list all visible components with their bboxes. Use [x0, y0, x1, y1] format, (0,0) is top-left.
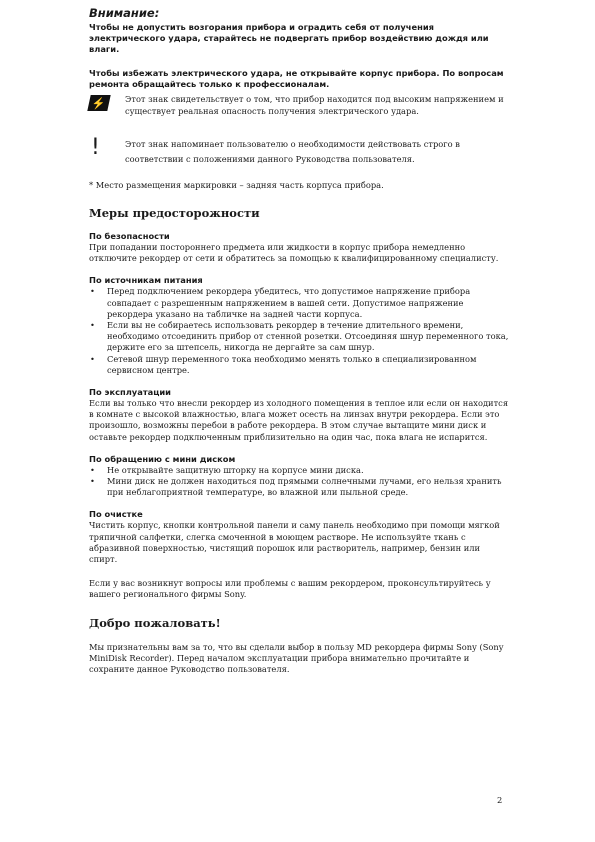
power-section: [89, 275, 509, 376]
warning-moisture-text: Чтобы не допустить возгорания прибора и оградить себя от получения электрического удара, старайтесь не подвергать прибор воздействию дождя или влаги.: [89, 22, 489, 54]
list-item: • Перед подключением рекордера убедитесь, что допустимое напряжение прибора совпадает с разрешенным напряжением в вашей сети. Допустимое напряжение рекордера указано на табличке на задней части корпуса.: [90, 286, 471, 319]
list-item: • Если вы не собираетесь использовать рекордер в течение длительного времени, необходимо отсоединить прибор от стенной розетки. Отсоединяя шнур переменного тока, держите его за штепсель, никогда не дергайте за сам шнур.: [90, 320, 509, 353]
cleaning-text: Чистить корпус, кнопки контрольной панели и саму панель необходимо при помощи мягкой тряпичной салфетки, слегка смоченной в моющем растворе. Не используйте ткань с абразивной поверхностью, чистящий порошок или растворитель, например, бензин или спирт.: [89, 520, 500, 565]
warning-open-case-text: Чтобы избежать электрического удара, не открывайте корпус прибора. По вопросам ремонта обращайтесь только к профессионалам.: [89, 68, 504, 89]
high-voltage-sign: [89, 94, 509, 128]
list-item: • Мини диск не должен находиться под прямыми солнечными лучами, его нельзя хранить при неблагоприятной температуре, во влажной или пыльной среде.: [90, 476, 502, 498]
minidisc-list: [89, 465, 509, 499]
operation-heading: По эксплуатации: [89, 387, 172, 398]
safety-text: При попадании постороннего предмета или жидкости в корпус прибора немедленно отключите рекордер от сети и обратитесь за помощью к квалифицированному специалисту.: [89, 242, 499, 264]
minidisc-heading: По обращению с мини диском: [89, 453, 236, 464]
questions-text: Если у вас возникнут вопросы или проблемы с вашим рекордером, проконсультируйтесь у вашего регионального фирмы Sony.: [89, 578, 491, 600]
list-item: • Не открывайте защитную шторку на корпусе мини диска.: [90, 464, 364, 475]
high-voltage-text: Этот знак свидетельствует о том, что прибор находится под высоким напряжением и существует реальная опасность получения электрического удара.: [125, 94, 504, 116]
warning-title: Внимание:: [89, 6, 160, 20]
marking-note: * Место размещения маркировки – задняя часть корпуса прибора.: [89, 180, 384, 190]
page-number: 2: [497, 795, 503, 805]
welcome-text: Мы признательны вам за то, что вы сделали выбор в пользу MD рекордера фирмы Sony (Sony MiniDisk Recorder). Перед началом эксплуатации прибора внимательно прочитайте и сохраните данное Руководство пользователя.: [89, 641, 504, 675]
list-item: • Сетевой шнур переменного тока необходимо менять только в специализированном сервисном центре.: [90, 353, 477, 375]
lightning-warning-icon: ⚡: [87, 95, 110, 111]
exclamation-icon: !: [91, 135, 100, 160]
instruction-text: Этот знак напоминает пользователю о необходимости действовать строго в соответствии с положениями данного Руководства пользователя.: [125, 139, 460, 164]
minidisc-section: [89, 454, 509, 499]
cleaning-heading: По очистке: [89, 509, 143, 520]
operation-text: Если вы только что внесли рекордер из холодного помещения в теплое или если он находится в комнате с высокой влажностью, влага может осесть на линзах внутри рекордера. Если это произошло, возможны перебои в работе рекордера. В этом случае вытащите мини диск и оставьте рекордер подключенным приблизительно на один час, пока влага не испарится.: [89, 398, 509, 442]
safety-section: [89, 231, 509, 264]
cleaning-section: [89, 509, 509, 565]
instruction-sign: [89, 137, 509, 171]
page-content: [89, 6, 509, 675]
power-heading: По источникам питания: [89, 275, 203, 286]
operation-section: [89, 387, 509, 443]
power-list: [89, 286, 509, 376]
safety-heading: По безопасности: [89, 231, 170, 241]
welcome-heading: Добро пожаловать!: [89, 615, 221, 630]
precautions-heading: Меры предосторожности: [89, 206, 260, 220]
